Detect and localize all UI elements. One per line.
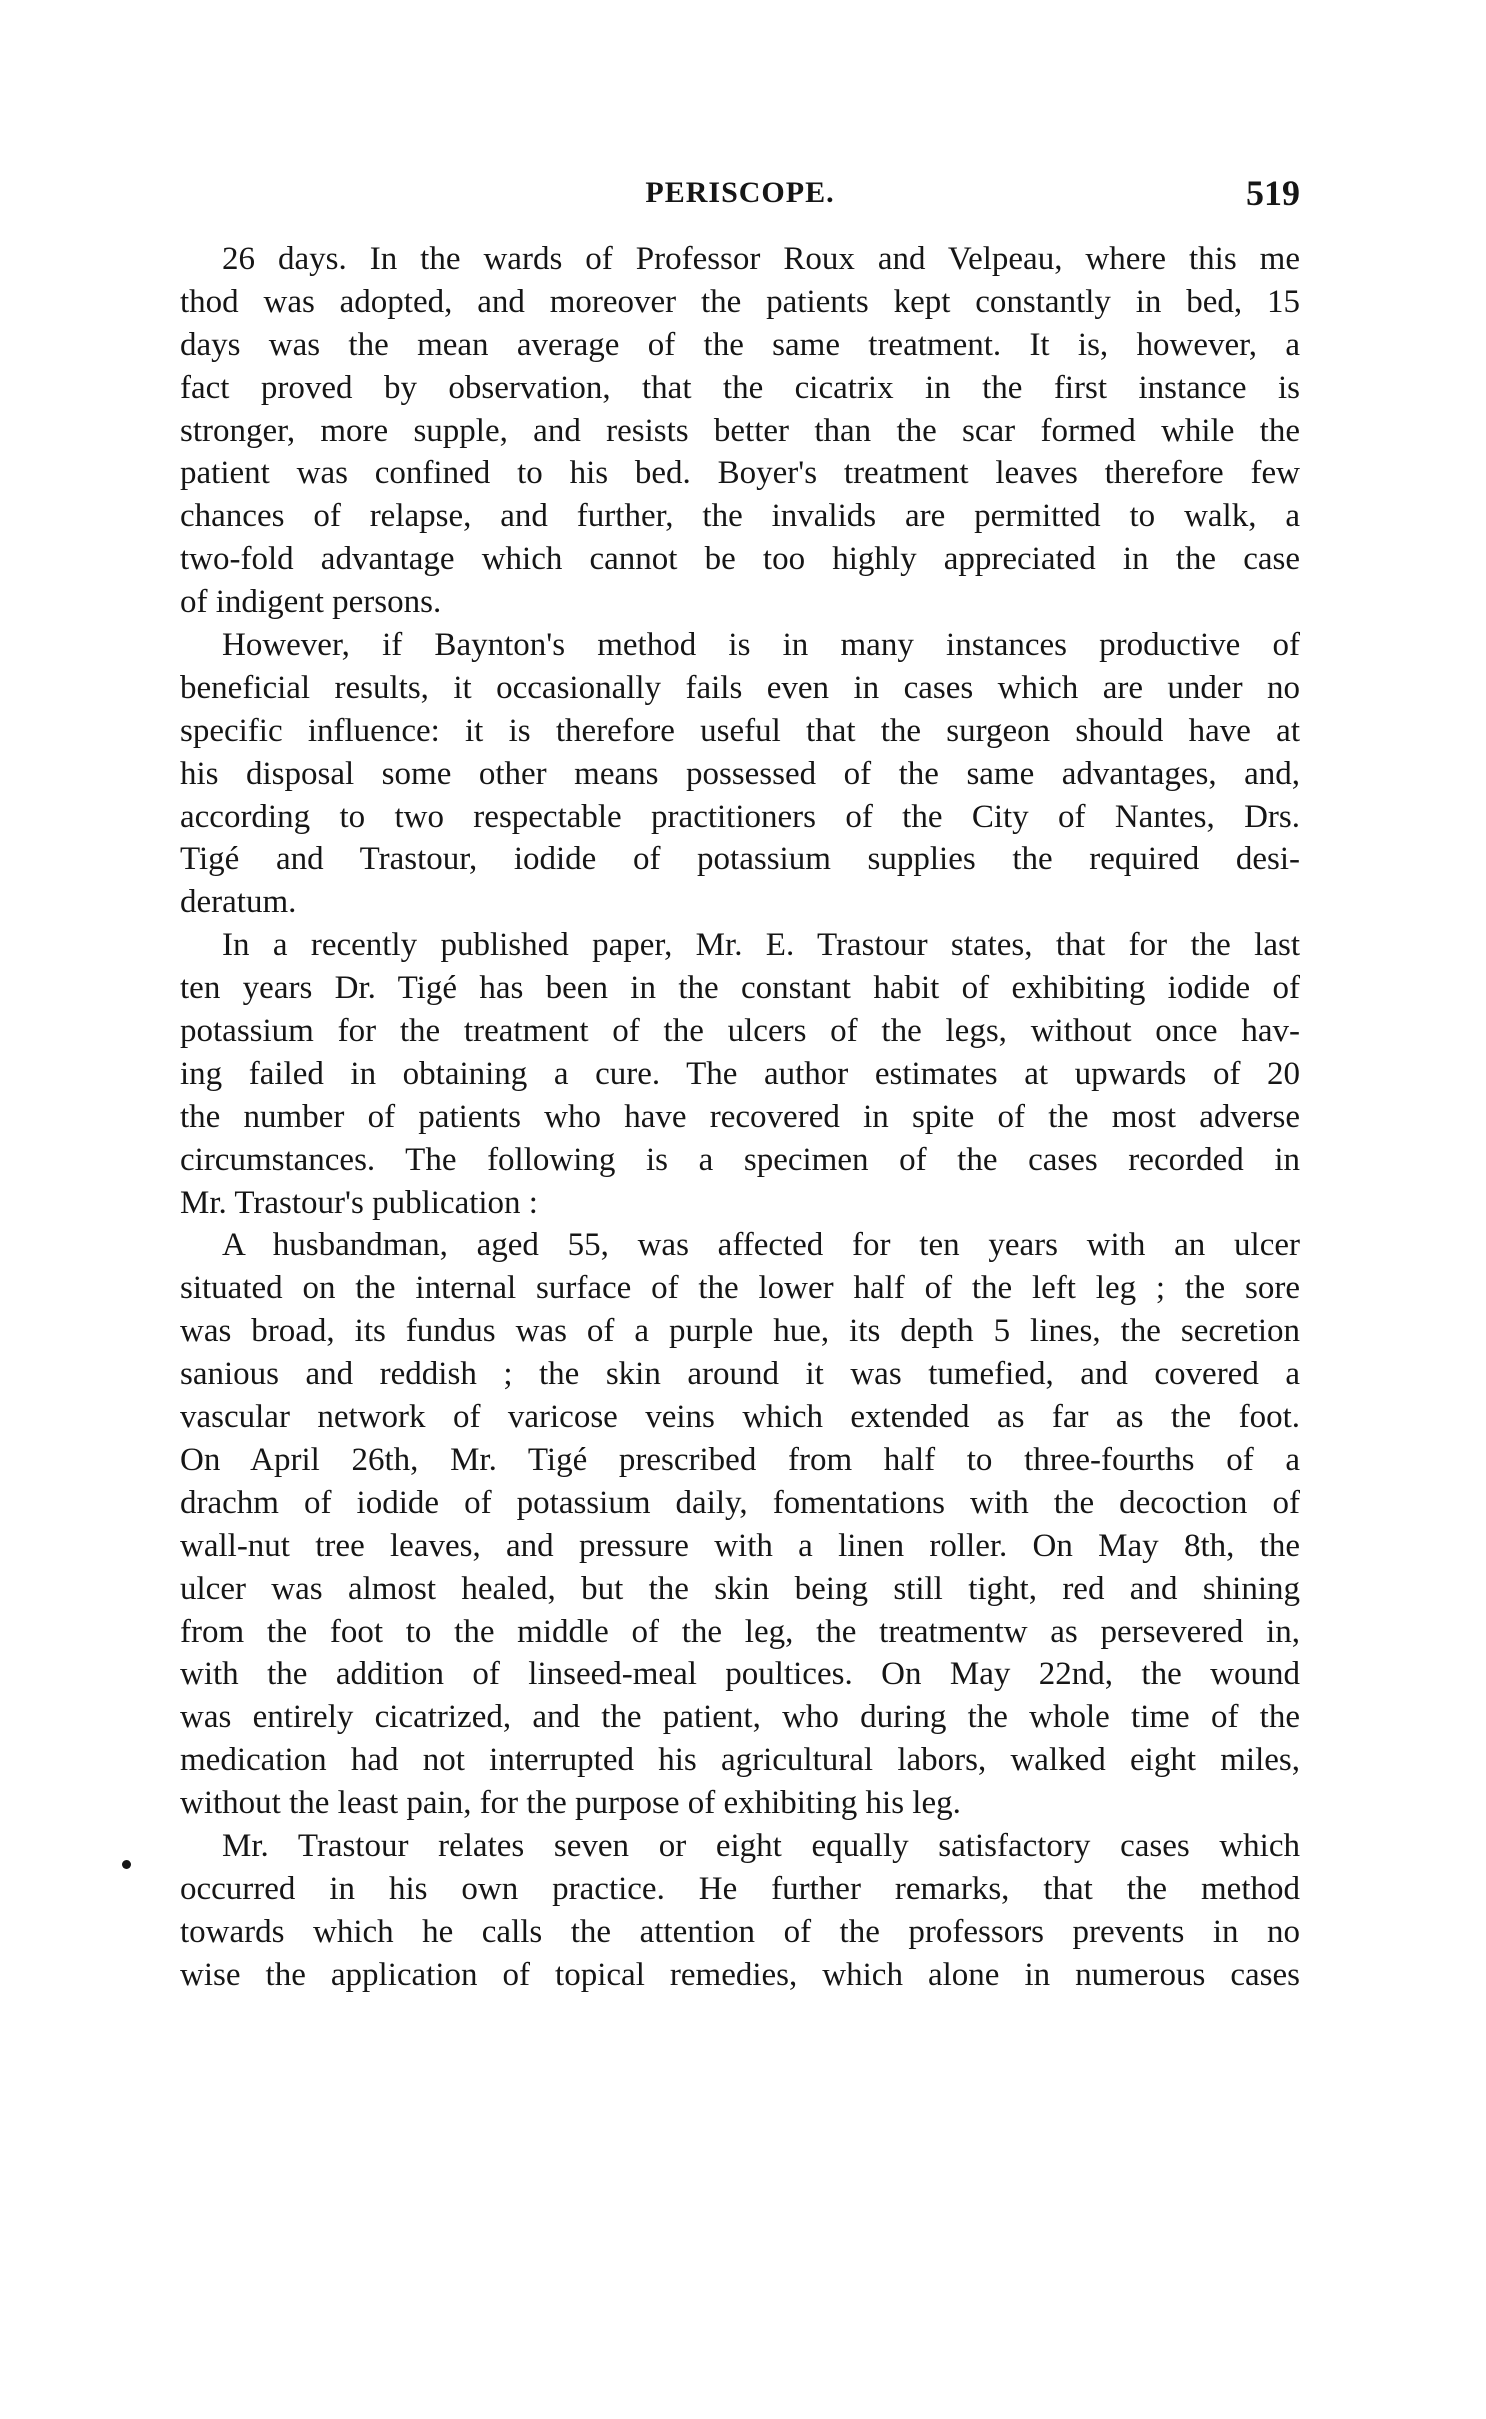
page-number: 519: [1246, 173, 1300, 213]
body-text: [180, 238, 1300, 1997]
text-line: A husbandman, aged 55, was affected for ten years with an ulcer: [222, 1227, 1300, 1264]
text-line: Mr. Trastour relates seven or eight equally satisfactory cases which: [222, 1827, 1300, 1864]
text-line: was broad, its fundus was of a purple hue, its depth 5 lines, the secretion: [180, 1313, 1300, 1350]
text-line: the number of patients who have recovered in spite of the most adverse: [180, 1098, 1300, 1135]
text-line: thod was adopted, and moreover the patients kept constantly in bed, 15: [180, 283, 1300, 320]
text-line: from the foot to the middle of the leg, the treatmentw as persevered in,: [180, 1613, 1300, 1650]
paragraph: [180, 238, 1300, 624]
text-line: drachm of iodide of potassium daily, fomentations with the decoction of: [180, 1484, 1300, 1521]
text-line: specific influence: it is therefore useful that the surgeon should have at: [180, 712, 1300, 749]
text-line: wise the application of topical remedies, which alone in numerous cases: [180, 1956, 1300, 1993]
text-line: was entirely cicatrized, and the patient, who during the whole time of the: [180, 1699, 1300, 1736]
text-line: fact proved by observation, that the cicatrix in the first instance is: [180, 369, 1300, 406]
text-line: patient was confined to his bed. Boyer's treatment leaves therefore few: [180, 455, 1300, 492]
text-line: chances of relapse, and further, the invalids are permitted to walk, a: [180, 498, 1300, 535]
text-line: situated on the internal surface of the lower half of the left leg ; the sore: [180, 1270, 1300, 1307]
text-line: Mr. Trastour's publication :: [180, 1184, 538, 1221]
text-line: beneficial results, it occasionally fails even in cases which are under no: [180, 669, 1300, 706]
text-line: vascular network of varicose veins which extended as far as the foot.: [180, 1399, 1300, 1436]
text-line: 26 days. In the wards of Professor Roux and Velpeau, where this me: [222, 241, 1300, 277]
text-line: stronger, more supple, and resists better than the scar formed while the: [180, 412, 1300, 449]
text-line: according to two respectable practitioners of the City of Nantes, Drs.: [180, 798, 1300, 835]
text-line: medication had not interrupted his agricultural labors, walked eight miles,: [180, 1742, 1300, 1779]
text-line: potassium for the treatment of the ulcers of the legs, without once hav-: [180, 1013, 1300, 1050]
text-line: On April 26th, Mr. Tigé prescribed from half to three-fourths of a: [180, 1441, 1300, 1478]
running-head: [180, 173, 1300, 220]
text-line: without the least pain, for the purpose of exhibiting his leg.: [180, 1785, 961, 1822]
text-line: ing failed in obtaining a cure. The author estimates at upwards of 20: [180, 1055, 1300, 1092]
paragraph: [180, 1224, 1300, 1824]
text-line: However, if Baynton's method is in many instances productive of: [222, 627, 1300, 664]
text-line: his disposal some other means possessed of the same advantages, and,: [180, 755, 1300, 792]
text-line: In a recently published paper, Mr. E. Trastour states, that for the last: [222, 927, 1300, 964]
text-line: ulcer was almost healed, but the skin being still tight, red and shining: [180, 1570, 1300, 1607]
text-line: circumstances. The following is a specimen of the cases recorded in: [180, 1141, 1300, 1178]
text-line: ten years Dr. Tigé has been in the constant habit of exhibiting iodide of: [180, 970, 1300, 1007]
running-title: PERISCOPE.: [645, 176, 835, 209]
paragraph: [180, 1825, 1300, 1997]
paragraph: [180, 624, 1300, 924]
text-line: towards which he calls the attention of the professors prevents in no: [180, 1913, 1300, 1950]
text-line: of indigent persons.: [180, 584, 442, 621]
text-line: with the addition of linseed-meal poultices. On May 22nd, the wound: [180, 1656, 1300, 1693]
text-line: deratum.: [180, 884, 297, 921]
text-line: occurred in his own practice. He further remarks, that the method: [180, 1870, 1300, 1907]
text-line: wall-nut tree leaves, and pressure with a linen roller. On May 8th, the: [180, 1527, 1300, 1564]
text-line: sanious and reddish ; the skin around it was tumefied, and covered a: [180, 1356, 1300, 1393]
paragraph: [180, 924, 1300, 1224]
text-line: two-fold advantage which cannot be too highly appreciated in the case: [180, 541, 1300, 578]
ink-mark: [122, 1860, 131, 1869]
text-line: Tigé and Trastour, iodide of potassium supplies the required desi-: [180, 841, 1300, 878]
text-line: days was the mean average of the same treatment. It is, however, a: [180, 326, 1300, 363]
